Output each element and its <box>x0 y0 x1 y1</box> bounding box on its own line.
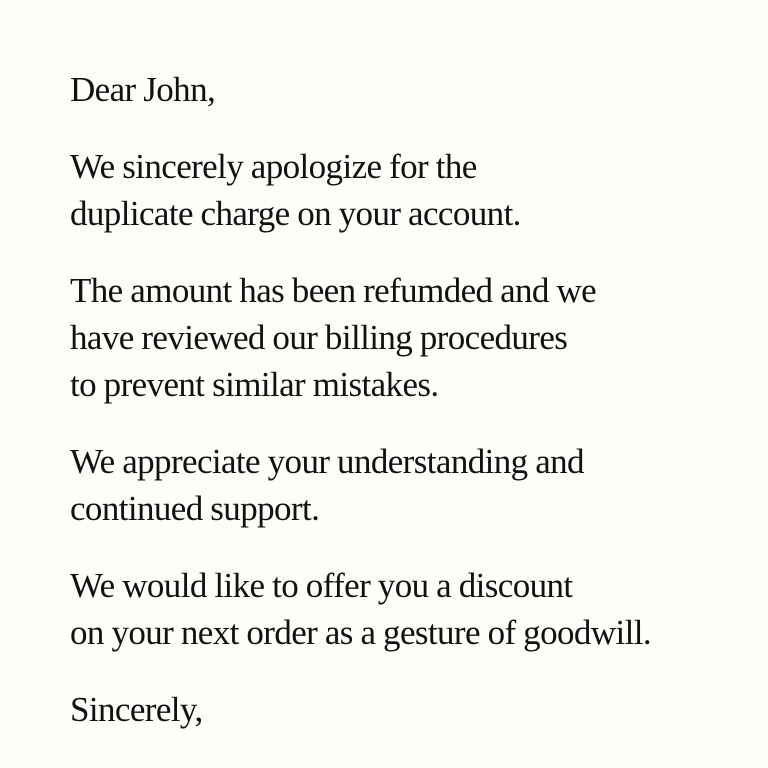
paragraph-line: continued support. <box>70 489 320 528</box>
paragraph-appreciation <box>70 438 760 532</box>
paragraph-line: We sincerely apologize for the <box>70 147 477 186</box>
salutation <box>70 66 760 113</box>
paragraph-line: duplicate charge on your account. <box>70 194 521 233</box>
paragraph-line: We appreciate your understanding and <box>70 442 584 481</box>
paragraph-apology <box>70 143 760 237</box>
letter-body <box>70 66 760 763</box>
paragraph-line: to prevent similar mistakes. <box>70 365 439 404</box>
paragraph-line: The amount has been refumded and we <box>70 271 597 310</box>
salutation-line: Dear John, <box>70 70 216 109</box>
closing <box>70 686 760 733</box>
closing-line: Sincerely, <box>70 690 203 729</box>
paragraph-line: We would like to offer you a discount <box>70 566 573 605</box>
paragraph-line: on your next order as a gesture of goodwill. <box>70 613 651 652</box>
paragraph-offer <box>70 562 760 656</box>
paragraph-line: have reviewed our billing procedures <box>70 318 568 357</box>
paragraph-refund <box>70 267 760 408</box>
